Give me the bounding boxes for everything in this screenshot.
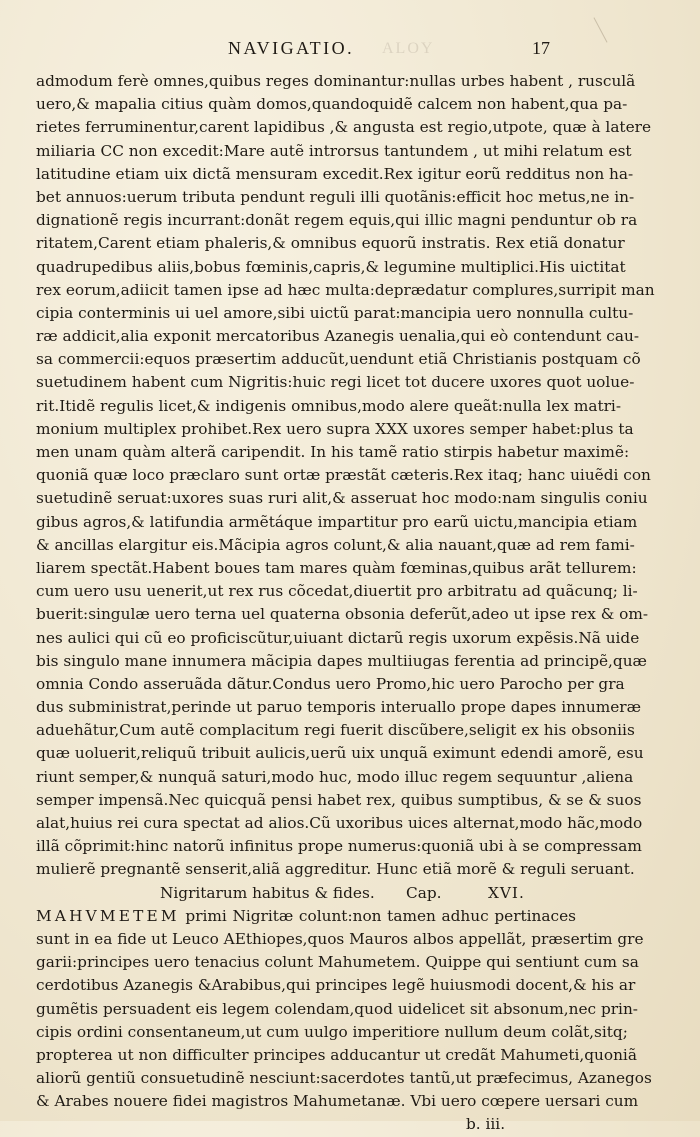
text-line: monium multiplex prohibet.Rex uero supra XXX uxores semper habet:plus ta	[36, 419, 634, 438]
text-line: & ancillas elargitur eis.Mãcipia agros colunt,& alia nauant,quæ ad rem fami-	[36, 535, 635, 554]
text-line: alat,huius rei cura spectat ad alios.Cũ uxoribus uices alternat,modo hãc,modo	[36, 814, 643, 832]
chapter-heading	[36, 882, 576, 905]
signature-text: b. iii.	[466, 1115, 506, 1134]
text-line: quadrupedibus aliis,bobus fœminis,capris,& legumine multiplici.His uictitat	[36, 257, 626, 276]
text-line: suetudinẽ seruat:uxores suas ruri alit,& asseruat hoc modo:nam singulis coniu	[36, 489, 648, 508]
text-line: garii:principes uero tenacius colunt Mahumetem. Quippe qui sentiunt cum sa	[36, 953, 639, 972]
text-line: buerit:singulæ uero terna uel quaterna obsonia deferũt,adeo ut ipse rex & om-	[36, 605, 649, 624]
text-line: aduehãtur,Cum autẽ complacitum regi fuerit discũbere,seligit ex his obsoniis	[36, 721, 635, 740]
body-text	[36, 70, 655, 1137]
text-line: ræ addicit,alia exponit mercatoribus Azanegis uenalia,qui eò contendunt cau-	[36, 327, 640, 346]
chapter-number: XVI.	[488, 883, 525, 902]
text-line: cerdotibus Azanegis &Arabibus,qui principes legẽ huiusmodi docent,& his ar	[36, 976, 636, 995]
page-number: 17	[532, 38, 550, 58]
paragraph-part-2	[36, 928, 652, 1114]
text-line: cipis ordini consentaneum,ut cum uulgo imperitiore nullum deum colãt,sitq;	[36, 1022, 628, 1041]
text-line: propterea ut non difficulter principes adducantur ut credãt Mahumeti,quoniã	[36, 1045, 637, 1064]
text-line: cipia conterminis ui uel amore,sibi uictũ parat:mancipia uero nonnulla cultu-	[36, 303, 634, 322]
text-line-chapter-start	[36, 905, 576, 928]
text-line: & Arabes nouere fidei magistros Mahumetanæ. Vbi uero cœpere uersari cum	[36, 1092, 639, 1111]
text-line: miliaria CC non excedit:Mare autẽ introrsus tantundem , ut mihi relatum est	[36, 141, 632, 160]
text-line: suetudinem habent cum Nigritis:huic regi licet tot ducere uxores quot uolue-	[36, 373, 635, 392]
text-line: gumẽtis persuadent eis legem colendam,quod uidelicet sit absonum,nec prin-	[36, 999, 638, 1018]
show-through-text: ALOY	[382, 40, 435, 57]
text-line: bet annuos:uerum tributa pendunt reguli illi quotãnis:efficit hoc metus,ne in-	[36, 187, 635, 206]
text-line: admodum ferè omnes,quibus reges dominantur:nullas urbes habent , rusculã	[36, 72, 636, 90]
text-line: semper impensã.Nec quicquã pensi habet rex, quibus sumptibus, & se & suos	[36, 790, 642, 809]
text-line: dignationẽ regis incurrant:donãt regem equis,qui illic magni penduntur ob ra	[36, 211, 638, 230]
text-line: riunt semper,& nunquã saturi,modo huc, modo illuc regem sequuntur ,aliena	[36, 767, 634, 786]
paragraph-part-1	[36, 70, 655, 882]
lead-word: MAHVMETEM	[36, 906, 180, 925]
text-line: bis singulo mane innumera mãcipia dapes multiiugas ferentia ad principẽ,quæ	[36, 651, 647, 670]
text-line: quæ uoluerit,reliquũ tribuit aulicis,uerũ uix unquã eximunt edendi amorẽ, esu	[36, 744, 644, 763]
text-line: nes aulici qui cũ eo proficiscũtur,uiuant dictarũ regis uxorum expẽsis.Nã uide	[36, 628, 640, 647]
signature-mark	[36, 1113, 576, 1136]
text-line: ritatem,Carent etiam phaleris,& omnibus equorũ instratis. Rex etiã donatur	[36, 234, 625, 253]
chapter-label: Cap.	[406, 883, 442, 902]
first-line-rest: primi Nigritæ colunt:non tamen adhuc pertinaces	[179, 906, 576, 925]
text-line: mulierẽ pregnantẽ senserit,aliã aggreditur. Hunc etiã morẽ & reguli seruant.	[36, 860, 635, 879]
text-line: dus subministrat,perinde ut paruo temporis interuallo prope dapes innumeræ	[36, 698, 641, 717]
text-line: omnia Condo asseruãda dãtur.Condus uero Promo,hic uero Parocho per gra	[36, 674, 625, 693]
text-line: aliorũ gentiũ consuetudinẽ nesciunt:sacerdotes tantũ,ut præfecimus, Azanegos	[36, 1069, 652, 1088]
text-line: quoniã quæ loco præclaro sunt ortæ præstãt cæteris.Rex itaq; hanc uiuẽdi con	[36, 466, 651, 485]
text-line: sa commercii:equos præsertim adducũt,uendunt etiã Christianis postquam cõ	[36, 350, 641, 369]
text-line: sunt in ea fide ut Leuco AEthiopes,quos Mauros albos appellãt, præsertim gre	[36, 929, 644, 948]
text-line: cum uero usu uenerit,ut rex rus cõcedat,diuertit pro arbitratu ad quãcunq; li-	[36, 582, 638, 601]
text-line: liarem spectãt.Habent boues tam mares quàm fœminas,quibus arãt tellurem:	[36, 558, 637, 577]
text-line: gibus agros,& latifundia armẽtáque impartitur pro earũ uictu,mancipia etiam	[36, 512, 638, 531]
text-line: latitudine etiam uix dictã mensuram excedit.Rex igitur eorũ redditus non ha-	[36, 164, 634, 183]
page-header	[0, 38, 700, 64]
text-line: men unam quàm alterã caripendit. In his tamẽ ratio stirpis habetur maximẽ:	[36, 443, 630, 461]
text-line: rit.Itidẽ regulis licet,& indigenis omnibus,modo alere queãt:nulla lex matri-	[36, 396, 621, 415]
running-head: NAVIGATIO.	[228, 38, 355, 58]
text-line: illã cõprimit:hinc natorũ infinitus prope numerus:quoniã ubi à se compressam	[36, 837, 642, 856]
chapter-title: Nigritarum habitus & fides.	[160, 883, 375, 902]
text-line: rex eorum,adiicit tamen ipse ad hæc multa:deprædatur complures,surripit man	[36, 280, 655, 299]
text-line: rietes ferruminentur,carent lapidibus ,& angusta est regio,utpote, quæ à latere	[36, 118, 651, 137]
text-line: uero,& mapalia citius quàm domos,quandoquidẽ calcem non habent,qua pa-	[36, 95, 628, 114]
